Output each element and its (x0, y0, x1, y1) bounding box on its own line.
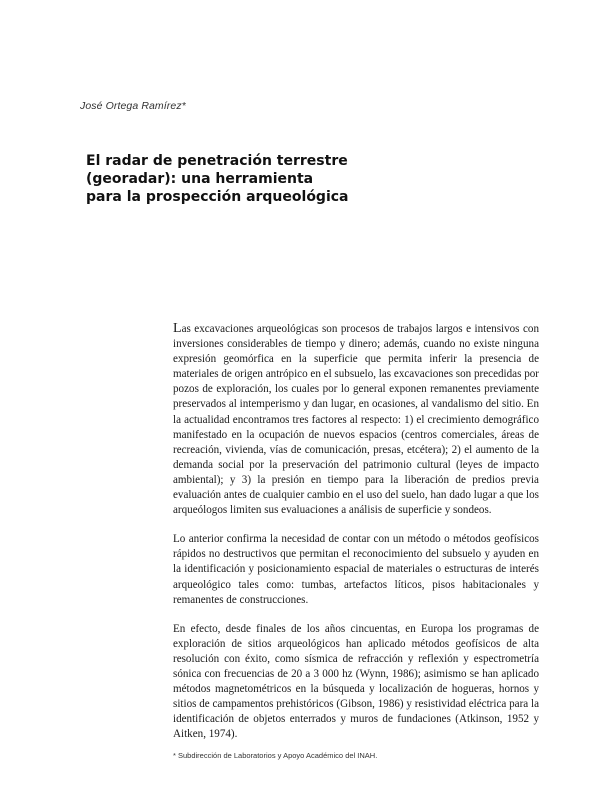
paragraph-text: as excavaciones arqueológicas son procesos de trabajos largos e intensivos con inversiones considerables de tiempo y dinero; además, cuando no existe ninguna expresión geomórfica en la superficie que permita inferir la presencia de materiales de origen antrópico en el subsuelo, las excavaciones son precedidas por pozos de exploración, los cuales por lo general exponen remanentes previamente preservados al intemperismo y dan lugar, en ocasiones, al vandalismo del sitio. En la actualidad encontramos tres factores al respecto: 1) el crecimiento demográfico manifestado en la ocupación de nuevos espacios (centros comerciales, áreas de recreación, vivienda, vías de comunicación, presas, etcétera); 2) el aumento de la demanda social por la preservación del patrimonio cultural (leyes de impacto ambiental); y 3) la presión en tiempo para la liberación de predios previa evaluación antes de cualquier cambio en el uso del suelo, han dado lugar a que los arqueólogos limiten sus evaluaciones a análisis de superficie y sondeos. (173, 323, 539, 517)
title-line: para la prospección arqueológica (86, 189, 349, 205)
paragraph (173, 321, 539, 518)
title-line: (georadar): una herramienta (86, 171, 314, 187)
first-letter: L (173, 321, 182, 336)
author-name: José Ortega Ramírez* (80, 100, 186, 112)
paragraph-text: Lo anterior confirma la necesidad de contar con un método o métodos geofísicos rápidos no destructivos que permitan el reconocimiento del subsuelo y ayuden en la identificación y posicionamiento espacial de materiales o estructuras de interés arqueológico tales como: tumbas, artefactos líticos, pisos habitacionales y remanentes de construcciones. (173, 533, 539, 606)
paragraph (173, 622, 539, 743)
paragraph-text: En efecto, desde finales de los años cincuentas, en Europa los programas de exploración de sitios arqueológicos han aplicado métodos geofísicos de alta resolución con éxito, como sísmica de refracción y reflexión y espectrometría sónica con frecuencias de 20 a 3 000 hz (Wynn, 1986); asimismo se han aplicado métodos magnetométricos en la búsqueda y localización de hogueras, hornos y sitios de campamentos prehistóricos (Gibson, 1986) y resistividad eléctrica para la identificación de objetos enterrados y muros de fundaciones (Atkinson, 1952 y Aitken, 1974). (173, 622, 539, 741)
footnote: * Subdirección de Laboratorios y Apoyo Académico del INAH. (173, 751, 378, 760)
article-title (86, 152, 446, 206)
paragraph (173, 532, 539, 607)
article-body (173, 321, 539, 756)
title-line: El radar de penetración terrestre (86, 153, 348, 169)
